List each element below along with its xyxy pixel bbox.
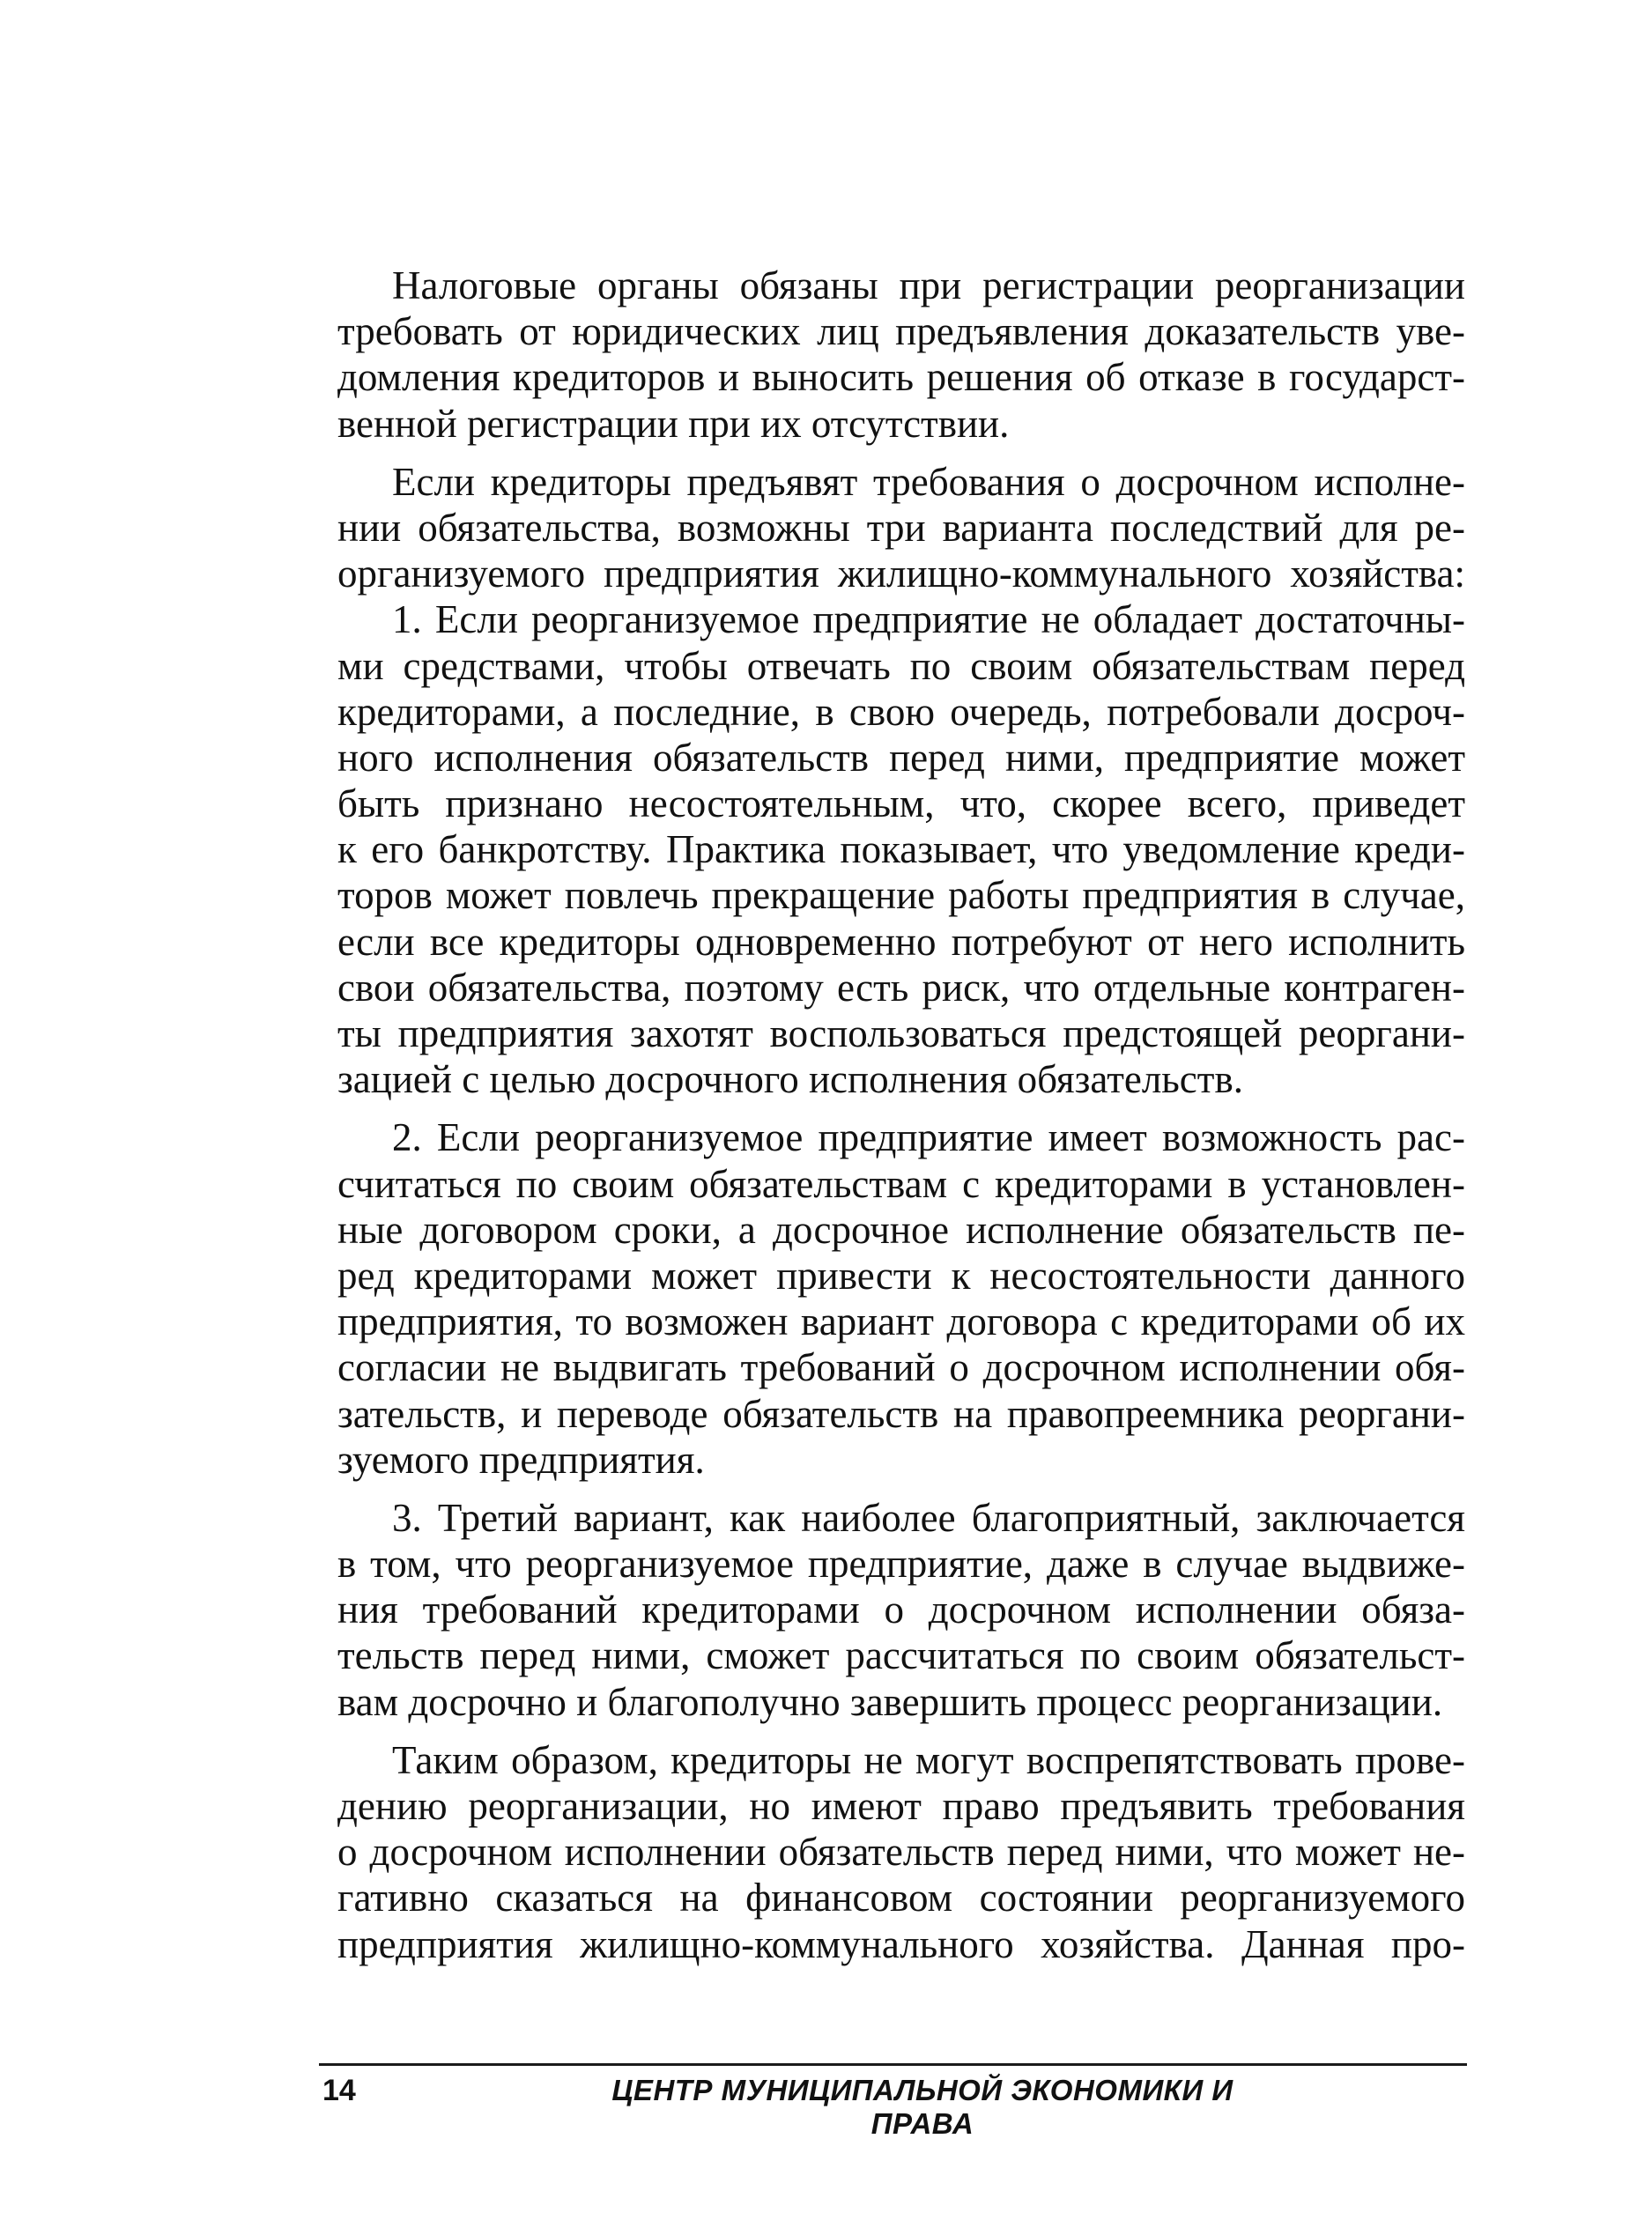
paragraph-tax-authorities	[337, 263, 1465, 447]
text-line: требовать от юридических лиц предъявления доказательств уве-	[337, 309, 1465, 354]
text-line: гативно сказаться на финансовом состоянии реорганизуемого	[337, 1876, 1465, 1920]
text-line: ные договором сроки, а досрочное исполнение обязательств пе-	[337, 1207, 1465, 1252]
text-line: ми средствами, чтобы отвечать по своим обязательствам перед	[337, 643, 1465, 688]
text-line: ния требований кредиторами о досрочном исполнении обяза-	[337, 1587, 1465, 1632]
text-line: ты предприятия захотят воспользоваться предстоящей реоргани-	[337, 1011, 1465, 1055]
text-line: Если кредиторы предъявят требования о досрочном исполне-	[392, 459, 1465, 504]
text-line: дению реорганизации, но имеют право предъявить требования	[337, 1784, 1465, 1828]
text-line: предприятия жилищно-коммунального хозяйства. Данная про-	[337, 1921, 1465, 1966]
text-line: считаться по своим обязательствам с кредиторами в установлен-	[337, 1161, 1465, 1206]
text-line: ного исполнения обязательств перед ними, предприятие может	[337, 735, 1465, 780]
paragraph-variant-2	[337, 1114, 1465, 1483]
page-number: 14	[322, 2074, 356, 2107]
text-line: кредиторами, а последние, в свою очередь, потребовали досроч-	[337, 689, 1465, 734]
text-line: вам досрочно и благополучно завершить процесс реорганизации.	[337, 1679, 1443, 1724]
text-line: быть признано несостоятельным, что, скорее всего, приведет	[337, 781, 1465, 826]
text-line: зательств, и переводе обязательств на правопреемника реоргани-	[337, 1391, 1465, 1436]
body-text	[337, 263, 1465, 1967]
text-line: Таким образом, кредиторы не могут воспрепятствовать прове-	[392, 1737, 1465, 1782]
text-line: 1. Если реорганизуемое предприятие не обладает достаточны-	[392, 597, 1465, 642]
text-line: если все кредиторы одновременно потребуют от него исполнить	[337, 919, 1465, 964]
text-line: венной регистрации при их отсутствии.	[337, 401, 1010, 446]
text-line: к его банкротству. Практика показывает, что уведомление креди-	[337, 827, 1465, 872]
publisher-name: ЦЕНТР МУНИЦИПАЛЬНОЙ ЭКОНОМИКИ И ПРАВА	[611, 2074, 1233, 2140]
footer-divider	[319, 2063, 1467, 2066]
text-line: организуемого предприятия жилищно-коммунального хозяйства:	[337, 551, 1465, 596]
text-line: свои обязательства, поэтому есть риск, что отдельные контраген-	[337, 965, 1465, 1010]
text-line: Налоговые органы обязаны при регистрации реорганизации	[392, 263, 1465, 307]
text-line: зацией с целью досрочного исполнения обязательств.	[337, 1057, 1243, 1102]
text-line: зуемого предприятия.	[337, 1437, 705, 1482]
paragraph-variant-1	[337, 596, 1465, 1102]
text-line: домления кредиторов и выносить решения об отказе в государст-	[337, 355, 1465, 400]
text-line: тельств перед ними, сможет рассчитаться по своим обязательст-	[337, 1633, 1465, 1678]
paragraph-three-variants	[337, 459, 1465, 597]
text-line: нии обязательства, возможны три варианта последствий для ре-	[337, 505, 1465, 550]
text-line: о досрочном исполнении обязательств перед ними, что может не-	[337, 1830, 1465, 1875]
text-line: в том, что реорганизуемое предприятие, даже в случае выдвиже-	[337, 1542, 1465, 1587]
paragraph-variant-3	[337, 1495, 1465, 1725]
text-line: 3. Третий вариант, как наиболее благоприятный, заключается	[392, 1495, 1465, 1540]
paragraph-conclusion	[337, 1737, 1465, 1967]
text-line: согласии не выдвигать требований о досрочном исполнении обя-	[337, 1345, 1465, 1390]
text-line: торов может повлечь прекращение работы предприятия в случае,	[337, 873, 1465, 918]
text-line: 2. Если реорганизуемое предприятие имеет возможность рас-	[392, 1115, 1465, 1160]
text-line: предприятия, то возможен вариант договора с кредиторами об их	[337, 1299, 1465, 1344]
text-line: ред кредиторами может привести к несостоятельности данного	[337, 1253, 1465, 1298]
